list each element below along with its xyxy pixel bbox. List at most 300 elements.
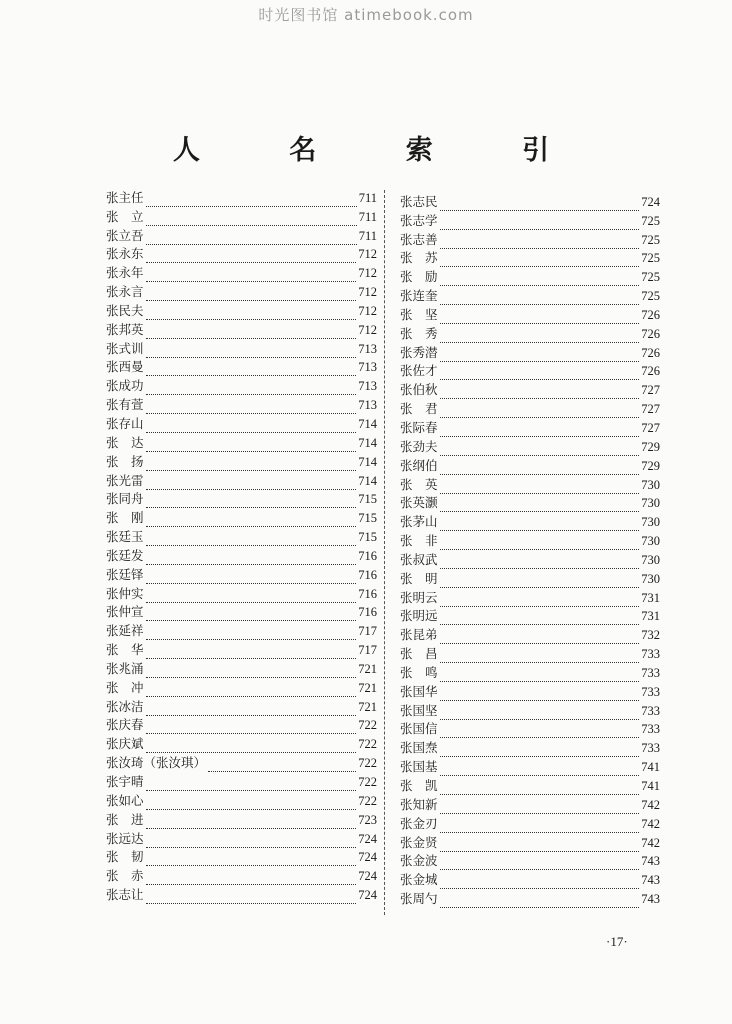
index-entry	[400, 267, 660, 286]
entry-page: 716	[358, 548, 377, 563]
entry-name: 张金波	[400, 853, 438, 869]
index-entry	[400, 701, 660, 720]
entry-page: 742	[641, 797, 660, 812]
site-watermark: 时光图书馆 atimebook.com	[258, 6, 474, 24]
dot-leader	[146, 722, 357, 734]
dot-leader	[146, 591, 357, 603]
dot-leader	[146, 195, 357, 207]
index-entry	[106, 753, 377, 772]
entry-name: 张佐才	[400, 363, 438, 379]
dot-leader	[146, 270, 357, 282]
index-entry	[400, 550, 660, 569]
entry-page: 725	[641, 270, 660, 285]
entry-page: 716	[358, 586, 377, 601]
dot-leader	[440, 444, 640, 456]
entry-page: 741	[641, 760, 660, 775]
entry-page: 722	[358, 756, 377, 771]
entry-page: 726	[641, 364, 660, 379]
index-entry	[106, 791, 377, 810]
dot-leader	[440, 500, 640, 512]
page-title: 人 名 索 引	[172, 135, 590, 166]
dot-leader	[208, 760, 356, 772]
entry-page: 733	[641, 703, 660, 718]
entry-page: 722	[358, 775, 377, 789]
entry-name: 张光雷	[106, 472, 144, 488]
entry-name: 张 凯	[400, 778, 438, 793]
index-entry	[400, 738, 660, 757]
entry-name: 张知新	[400, 796, 438, 812]
dot-leader	[440, 745, 640, 757]
entry-page: 724	[358, 850, 377, 865]
index-column-left	[106, 188, 377, 904]
entry-name: 张 华	[106, 642, 144, 658]
entry-page: 725	[641, 289, 660, 304]
entry-page: 713	[358, 360, 377, 375]
index-entry	[400, 588, 660, 607]
entry-page: 727	[641, 420, 660, 435]
index-entry	[400, 531, 660, 550]
entry-name: 张志让	[106, 887, 144, 903]
index-entry	[400, 362, 660, 381]
index-entry	[400, 776, 660, 795]
entry-page: 725	[641, 232, 660, 247]
index-entry	[106, 452, 377, 471]
entry-page: 733	[641, 684, 660, 699]
index-entry	[400, 512, 660, 531]
dot-leader	[146, 628, 357, 640]
entry-page: 712	[358, 303, 377, 318]
entry-name: 张永年	[106, 265, 144, 281]
entry-name: 张存山	[106, 415, 144, 431]
index-entry	[106, 640, 377, 659]
entry-page: 725	[641, 251, 660, 266]
entry-name: 张有萱	[106, 397, 144, 413]
entry-name: 张仲实	[106, 585, 144, 601]
entry-name: 张远达	[106, 830, 144, 846]
entry-name: 张英灏	[400, 495, 438, 511]
dot-leader	[146, 873, 357, 885]
entry-page: 730	[641, 552, 660, 567]
entry-name: 张同舟	[106, 491, 144, 507]
entry-name: 张纲伯	[400, 457, 438, 473]
entry-name: 张主任	[106, 189, 144, 205]
entry-page: 712	[358, 285, 377, 300]
dot-leader	[440, 613, 640, 625]
entry-page: 730	[641, 515, 660, 530]
dot-leader	[146, 478, 357, 490]
index-entry	[400, 211, 660, 230]
index-entry	[106, 565, 377, 584]
index-entry	[400, 870, 660, 889]
page-number: ·17·	[606, 934, 628, 949]
dot-leader	[146, 459, 357, 471]
entry-page: 712	[358, 266, 377, 281]
index-entry	[400, 494, 660, 513]
entry-name: 张永东	[106, 246, 144, 262]
entry-name: 张式训	[106, 340, 144, 356]
dot-leader	[146, 308, 357, 320]
entry-page: 730	[641, 571, 660, 586]
index-entry	[106, 320, 377, 339]
dot-leader	[146, 289, 357, 301]
entry-page: 726	[641, 345, 660, 360]
index-entry	[106, 508, 377, 527]
entry-page: 717	[358, 624, 377, 639]
dot-leader	[440, 708, 640, 720]
dot-leader	[440, 387, 640, 399]
entry-page: 714	[358, 435, 377, 450]
index-entry	[106, 697, 377, 716]
dot-leader	[440, 877, 640, 889]
entry-page: 722	[358, 793, 377, 808]
dot-leader	[440, 312, 640, 324]
entry-page: 722	[358, 737, 377, 752]
index-entry	[400, 889, 660, 908]
entry-name: 张叔武	[400, 551, 438, 567]
dot-leader	[146, 383, 357, 395]
index-entry	[106, 716, 377, 735]
index-entry	[106, 245, 377, 264]
entry-name: 张周勺	[400, 891, 438, 907]
entry-name: 张 英	[400, 476, 438, 492]
index-entry	[400, 644, 660, 663]
dot-leader	[146, 553, 357, 565]
dot-leader	[440, 519, 640, 531]
entry-name: 张国信	[400, 721, 438, 737]
index-entry	[400, 343, 660, 362]
entry-page: 714	[358, 473, 377, 488]
index-entry	[400, 682, 660, 701]
dot-leader	[146, 817, 357, 829]
entry-page: 721	[358, 699, 377, 714]
dot-leader	[146, 572, 357, 584]
dot-leader	[440, 350, 640, 362]
entry-name: 张金贤	[400, 834, 438, 850]
dot-leader	[440, 632, 640, 644]
index-entry	[400, 607, 660, 626]
index-entry	[106, 207, 377, 226]
entry-page: 721	[358, 661, 377, 676]
entry-page: 726	[641, 326, 660, 341]
entry-name: 张志善	[400, 231, 438, 247]
index-entry	[106, 546, 377, 565]
entry-page: 714	[358, 454, 377, 469]
entry-page: 716	[358, 567, 377, 582]
dot-leader	[440, 576, 640, 588]
dot-leader	[440, 726, 640, 738]
entry-page: 733	[641, 665, 660, 680]
entry-page: 711	[358, 228, 377, 243]
dot-leader	[440, 293, 640, 305]
entry-page: 743	[641, 854, 660, 869]
entry-name: 张 坚	[400, 306, 438, 322]
dot-leader	[440, 538, 640, 550]
dot-leader	[146, 327, 357, 339]
index-entry	[400, 569, 660, 588]
dot-leader	[146, 647, 357, 659]
index-entry	[106, 471, 377, 490]
entry-name: 张志民	[400, 193, 438, 209]
entry-name: 张冰洁	[106, 698, 144, 714]
entry-page: 731	[641, 590, 660, 605]
index-entry	[400, 324, 660, 343]
entry-name: 张 扬	[106, 453, 144, 469]
index-entry	[400, 305, 660, 324]
index-entry	[106, 433, 377, 452]
dot-leader	[146, 233, 357, 245]
entry-name: 张昆弟	[400, 627, 438, 643]
entry-name: 张邦英	[106, 321, 144, 337]
dot-leader	[440, 783, 640, 795]
entry-name: 张廷玉	[106, 529, 144, 545]
index-entry	[400, 399, 660, 418]
index-entry	[106, 621, 377, 640]
entry-name: 张宇晴	[106, 774, 144, 789]
entry-page: 717	[358, 643, 377, 658]
index-entry	[400, 230, 660, 249]
entry-name: 张国焘	[400, 740, 438, 756]
dot-leader	[146, 892, 357, 904]
dot-leader	[440, 858, 640, 870]
dot-leader	[146, 251, 357, 263]
dot-leader	[146, 779, 357, 791]
entry-name: 张立吾	[106, 227, 144, 243]
entry-page: 732	[641, 628, 660, 643]
entry-name: 张 苏	[400, 250, 438, 266]
dot-leader	[440, 425, 640, 437]
dot-leader	[146, 609, 357, 621]
index-entry	[400, 720, 660, 739]
entry-page: 712	[358, 247, 377, 262]
index-entry	[106, 678, 377, 697]
dot-leader	[440, 218, 640, 230]
entry-page: 715	[358, 492, 377, 507]
entry-page: 730	[641, 477, 660, 492]
column-divider	[384, 190, 385, 915]
index-entry	[106, 395, 377, 414]
index-entry	[400, 625, 660, 644]
index-entry	[106, 263, 377, 282]
entry-page: 743	[641, 892, 660, 907]
index-entry	[106, 848, 377, 867]
entry-page: 730	[641, 534, 660, 549]
dot-leader	[440, 255, 640, 267]
entry-page: 730	[641, 496, 660, 511]
index-entry	[106, 339, 377, 358]
entry-page: 742	[641, 835, 660, 850]
index-entry	[106, 188, 377, 207]
index-entry	[400, 795, 660, 814]
entry-name: 张如心	[106, 792, 144, 808]
entry-name: 张 赤	[106, 868, 144, 884]
dot-leader	[146, 440, 357, 452]
dot-leader	[146, 515, 357, 527]
index-entry	[400, 456, 660, 475]
entry-name: 张 达	[106, 434, 144, 450]
entry-page: 733	[641, 741, 660, 756]
entry-name: 张连奎	[400, 288, 438, 304]
index-entry	[400, 380, 660, 399]
entry-page: 713	[358, 398, 377, 413]
index-entry	[106, 829, 377, 848]
dot-leader	[440, 689, 640, 701]
index-entry	[400, 663, 660, 682]
index-entry	[400, 852, 660, 871]
entry-name: 张 立	[106, 208, 144, 224]
index-entry	[106, 772, 377, 791]
entry-page: 713	[358, 379, 377, 394]
entry-page: 729	[641, 458, 660, 473]
entry-name: 张 秀	[400, 325, 438, 341]
index-entry	[106, 584, 377, 603]
entry-page: 742	[641, 816, 660, 831]
entry-page: 726	[641, 307, 660, 322]
dot-leader	[146, 496, 357, 508]
entry-page: 733	[641, 722, 660, 737]
entry-name: 张金刃	[400, 815, 438, 831]
entry-page: 721	[358, 680, 377, 695]
entry-name: 张 冲	[106, 679, 144, 695]
entry-page: 723	[358, 812, 377, 827]
dot-leader	[146, 534, 357, 546]
entry-name: 张兆涌	[106, 660, 144, 676]
dot-leader	[440, 651, 640, 663]
dot-leader	[146, 854, 357, 866]
dot-leader	[146, 798, 357, 810]
entry-name: 张秀潜	[400, 344, 438, 360]
entry-name: 张廷铎	[106, 566, 144, 582]
entry-name: 张永言	[106, 284, 144, 300]
dot-leader	[146, 666, 357, 678]
entry-name: 张明云	[400, 589, 438, 605]
dot-leader	[440, 802, 640, 814]
index-entry	[400, 249, 660, 268]
dot-leader	[440, 274, 640, 286]
dot-leader	[146, 214, 357, 226]
entry-page: 724	[641, 194, 660, 209]
dot-leader	[146, 685, 357, 697]
entry-page: 729	[641, 439, 660, 454]
entry-page: 724	[358, 831, 377, 846]
entry-name: 张民夫	[106, 302, 144, 318]
entry-name: 张仲宣	[106, 604, 144, 620]
index-entry	[400, 757, 660, 776]
index-column-right	[400, 192, 660, 908]
entry-name: 张金城	[400, 872, 438, 888]
dot-leader	[440, 821, 640, 833]
entry-page: 727	[641, 383, 660, 398]
entry-name: 张 明	[400, 570, 438, 586]
dot-leader	[440, 406, 640, 418]
index-entry	[106, 226, 377, 245]
dot-leader	[440, 595, 640, 607]
index-entry	[106, 282, 377, 301]
index-entry	[400, 475, 660, 494]
entry-name: 张廷发	[106, 547, 144, 563]
entry-name: 张国坚	[400, 702, 438, 718]
dot-leader	[146, 346, 357, 358]
index-entry	[106, 810, 377, 829]
index-entry	[106, 358, 377, 377]
index-entry	[400, 286, 660, 305]
entry-page: 715	[358, 511, 377, 526]
entry-name: 张明远	[400, 608, 438, 624]
entry-name: 张 非	[400, 533, 438, 549]
entry-page: 733	[641, 647, 660, 662]
dot-leader	[440, 199, 640, 211]
index-entry	[106, 490, 377, 509]
dot-leader	[146, 421, 357, 433]
index-entry	[106, 414, 377, 433]
entry-name: 张际春	[400, 419, 438, 435]
entry-name: 张西曼	[106, 359, 144, 375]
entry-name: 张 刚	[106, 510, 144, 526]
dot-leader	[146, 741, 357, 753]
dot-leader	[440, 896, 640, 908]
entry-name: 张庆春	[106, 717, 144, 733]
index-entry	[106, 734, 377, 753]
entry-name: 张志学	[400, 212, 438, 228]
entry-name: 张劲夫	[400, 438, 438, 454]
entry-name: 张 鸣	[400, 664, 438, 680]
dot-leader	[440, 840, 640, 852]
index-entry	[106, 376, 377, 395]
entry-page: 741	[641, 779, 660, 793]
entry-page: 743	[641, 873, 660, 888]
index-entry	[400, 192, 660, 211]
index-entry	[106, 885, 377, 904]
entry-name: 张国基	[400, 759, 438, 775]
dot-leader	[440, 237, 640, 249]
dot-leader	[440, 557, 640, 569]
entry-name: 张 励	[400, 269, 438, 285]
entry-page: 714	[358, 416, 377, 431]
dot-leader	[440, 482, 640, 494]
dot-leader	[146, 402, 357, 414]
dot-leader	[440, 331, 640, 343]
entry-page: 712	[358, 322, 377, 337]
entry-name: 张 韧	[106, 849, 144, 865]
index-entry	[106, 603, 377, 622]
entry-page: 727	[641, 402, 660, 417]
entry-page: 711	[358, 209, 377, 224]
index-entry	[400, 437, 660, 456]
dot-leader	[146, 704, 357, 716]
index-entry	[400, 814, 660, 833]
dot-leader	[440, 463, 640, 475]
entry-page: 724	[358, 888, 377, 903]
entry-page: 724	[358, 869, 377, 884]
entry-name: 张茅山	[400, 514, 438, 530]
entry-name: 张国华	[400, 683, 438, 699]
dot-leader	[146, 364, 357, 376]
index-entry	[400, 418, 660, 437]
entry-name: 张成功	[106, 378, 144, 394]
entry-page: 731	[641, 609, 660, 624]
dot-leader	[146, 836, 357, 848]
index-entry	[106, 866, 377, 885]
entry-name: 张 君	[400, 401, 438, 417]
entry-name: 张伯秋	[400, 382, 438, 398]
dot-leader	[440, 764, 640, 776]
entry-page: 725	[641, 213, 660, 228]
entry-page: 715	[358, 530, 377, 545]
dot-leader	[440, 670, 640, 682]
entry-name: 张延祥	[106, 623, 144, 639]
index-entry	[106, 527, 377, 546]
dot-leader	[440, 368, 640, 380]
index-entry	[106, 659, 377, 678]
